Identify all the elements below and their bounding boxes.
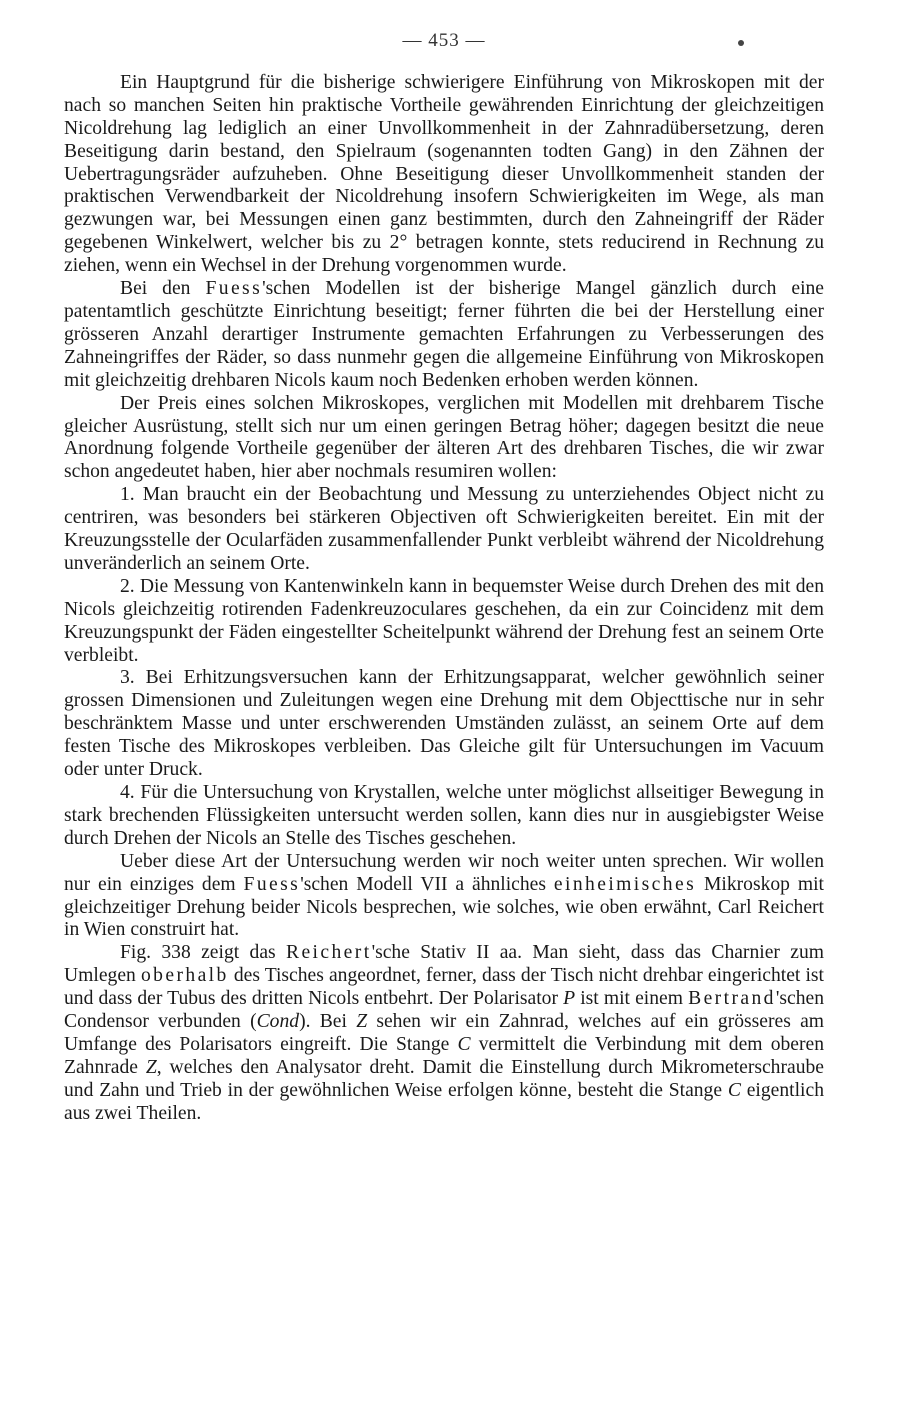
paragraph [64, 576, 824, 668]
paragraph [64, 851, 824, 943]
text-run: Ein Hauptgrund für die bisherige schwierigere Einführung von Mikroskopen mit der nach so manchen Seiten hin praktische Vortheile gewährenden Einrichtung der gleichzeitigen Nicoldrehung lag lediglich an einer Unvollkommenheit in der Zahnradübersetzung, deren Beseitigung darin bestand, den Spielraum (sogenannten todten Gang) in den Zähnen der Uebertragungsräder aufzuheben. Ohne Beseitigung dieser Unvollkommenheit standen der praktischen Verwendbarkeit der Nicoldrehung insofern Schwierigkeiten im Wege, als man gezwungen war, bei Messungen einen ganz bestimmten, durch den Zahneingriff der Räder gegebenen Winkelwert, welcher bis zu 2° betragen konnte, stets reducirend in Rechnung zu ziehen, wenn ein Wechsel in der Drehung vorgenommen wurde. [64, 71, 824, 277]
text-run: vermittelt die Verbindung mit dem oberen Zahnrade [64, 1033, 825, 1078]
spaced-name: einheimisches [553, 873, 697, 895]
spaced-name: Fuess [205, 278, 263, 300]
italic-symbol: C [457, 1033, 471, 1055]
spaced-name: Bertrand [688, 988, 776, 1010]
page-number: — 453 — [402, 30, 486, 51]
text-run: 'schen Modell VII a ähnliches [300, 873, 554, 895]
spaced-name: oberhalb [140, 965, 229, 987]
text-run: Bei den [120, 278, 206, 300]
text-run: sehen wir ein Zahnrad, welches auf ein grösseres am Umfange des Polarisators eingreift. Die Stange [64, 1011, 825, 1055]
text-run: ist mit einem [575, 988, 689, 1010]
text-run: eigentlich aus zwei Theilen. [64, 1079, 824, 1124]
text-run: 1. Man braucht ein der Beobachtung und Messung zu unterziehendes Object nicht zu centriren, was besonders bei stärkeren Objectiven oft Schwierigkeiten bereitet. Ein mit der Kreuzungsstelle der Ocularfäden zusammenfallender Punkt verbleibt während der Nicoldrehung unveränderlich an seinem Orte. [64, 484, 824, 574]
spaced-name: Fuess [243, 873, 301, 895]
paragraph [64, 667, 824, 782]
text-run: , welches den Analysator dreht. Damit die Einstellung durch Mikrometerschraube und Zahn und Trieb in der gewöhnlichen Weise erfolgen könne, besteht die Stange [64, 1056, 824, 1101]
italic-symbol: Z [145, 1056, 157, 1078]
text-run: des Tisches angeordnet, ferner, dass der Tisch nicht drehbar eingerichtet ist und dass der Tubus des dritten Nicols entbehrt. Der Polarisator [64, 965, 824, 1010]
text-run: ). Bei [299, 1011, 357, 1033]
text-run: 'sche Stativ II aa. Man sieht, dass das Charnier zum Umlegen [64, 942, 824, 987]
spaced-name: Reichert [285, 942, 372, 964]
text-run: 3. Bei Erhitzungsversuchen kann der Erhitzungsapparat, welcher gewöhnlich seiner grossen Dimensionen und Zuleitungen wegen eine Drehung mit dem Objecttische nur in sehr beschränktem Masse und unter erschwerenden Umständen zulässt, an seinem Orte auf dem festen Tische des Mikroskopes verbleiben. Das Gleiche gilt für Untersuchungen im Vacuum oder unter Druck. [64, 667, 824, 781]
italic-symbol: C [727, 1079, 741, 1101]
text-run: 'schen Condensor verbunden ( [64, 988, 825, 1033]
text-run: 2. Die Messung von Kantenwinkeln kann in bequemster Weise durch Drehen des mit den Nicols gleichzeitig rotirenden Fadenkreuzoculares geschehen, da ein zur Coincidenz mit dem Kreuzungspunkt der Fäden eingestellter Scheitelpunkt während der Drehung fest an seinem Orte verbleibt. [64, 575, 824, 666]
text-run: 'schen Modellen ist der bisherige Mangel gänzlich durch eine patentamtlich geschützte Einrichtung beseitigt; ferner führten die bei der Herstellung einer grösseren Anzahl derartiger Instrumente gemachten Erfahrungen zu Verbesserungen des Zahneingriffes der Räder, so dass nunmehr gegen die allgemeine Einführung von Mikroskopen mit gleichzeitig drehbaren Nicols kaum noch Bedenken erhoben werden können. [64, 278, 825, 391]
text-run: Fig. 338 zeigt das [120, 942, 286, 964]
text-run: Ueber diese Art der Untersuchung werden wir noch weiter unten sprechen. Wir wollen nur ein einziges dem [64, 850, 824, 895]
text-run: 4. Für die Untersuchung von Krystallen, welche unter möglichst allseitiger Bewegung in stark brechenden Flüssigkeiten untersucht werden sollen, kann dies nur in ausgiebigster Weise durch Drehen der Nicols an Stelle des Tisches geschehen. [64, 782, 824, 849]
paragraph [64, 942, 824, 1125]
italic-symbol: P [563, 988, 576, 1010]
paragraph [64, 782, 824, 851]
italic-symbol: Cond [256, 1011, 300, 1033]
text-run: Der Preis eines solchen Mikroskopes, verglichen mit Modellen mit drehbarem Tische gleicher Ausrüstung, stellt sich nur um einen geringen Betrag höher; dagegen besitzt die neue Anordnung folgende Vortheile gegenüber der älteren Art des drehbaren Tisches, die wir zwar schon angedeutet haben, hier aber nochmals resumiren wollen: [64, 392, 824, 483]
italic-symbol: Z [356, 1011, 368, 1033]
paragraph [64, 278, 824, 393]
book-page [64, 30, 824, 1126]
paragraph [64, 484, 824, 576]
text-run: Mikroskop mit gleichzeitiger Drehung beider Nicols besprechen, wie solches, wie oben erwähnt, Carl Reichert in Wien construirt hat. [64, 873, 824, 941]
paragraph [64, 72, 824, 278]
paragraph [64, 393, 824, 485]
body-text [64, 72, 824, 1126]
